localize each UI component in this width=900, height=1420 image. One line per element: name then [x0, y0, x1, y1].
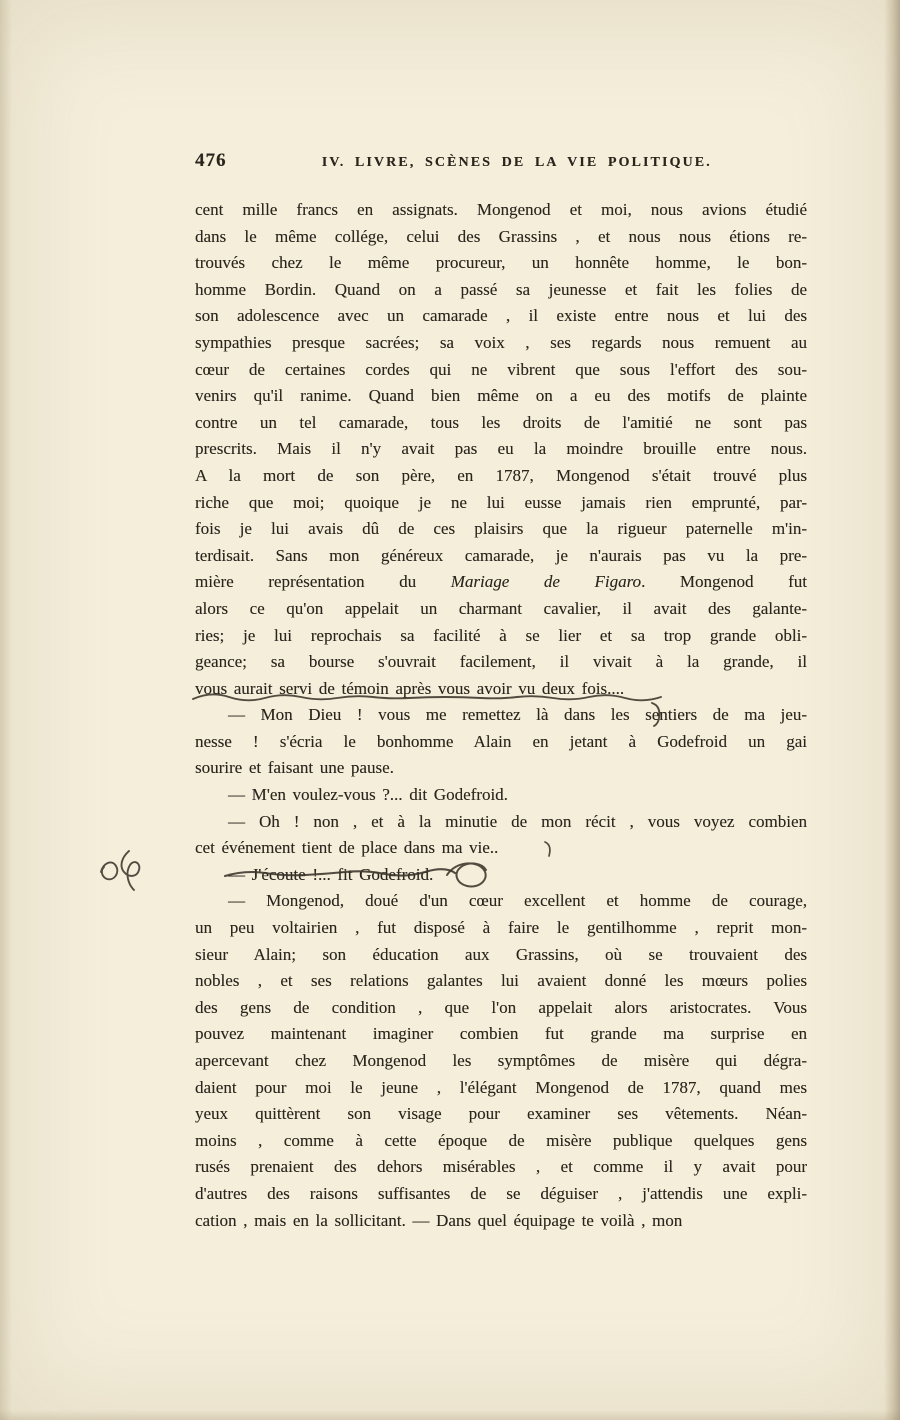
text-line: [195, 649, 807, 676]
paragraph: [195, 702, 807, 782]
text-line: [195, 1075, 807, 1102]
text-line: [195, 915, 807, 942]
text-block: [195, 197, 807, 1234]
text-segment: vous aurait servi de témoin après vous avoir vu deux fois....: [195, 678, 625, 698]
text-segment: sieur Alain; son éducation aux Grassins, où se trouvaient des: [195, 944, 807, 964]
text-line: [195, 543, 807, 570]
paragraph: [195, 888, 807, 1234]
text-segment: geance; sa bourse s'ouvrait facilement, il vivait à la grande, il: [195, 652, 807, 672]
text-segment: fois je lui avais dû de ces plaisirs que la rigueur paternelle m'in-: [195, 519, 807, 539]
text-segment: sympathies presque sacrées; sa voix , ses regards nous remuent au: [195, 332, 807, 352]
running-title: IV. LIVRE, SCÈNES DE LA VIE POLITIQUE.: [321, 155, 712, 170]
text-segment: nobles , et ses relations galantes lui avaient donné les mœurs polies: [195, 971, 807, 991]
text-line: [195, 383, 807, 410]
text-segment: terdisait. Sans mon généreux camarade, je n'aurais pas vu la pre-: [195, 545, 807, 565]
text-segment: prescrits. Mais il n'y avait pas eu la moindre brouille entre nous.: [195, 439, 807, 459]
text-segment: daient pour moi le jeune , l'élégant Mongenod de 1787, quand mes: [195, 1077, 807, 1097]
text-line: [195, 224, 807, 251]
text-line: [195, 702, 807, 729]
margin-mark-tail: [122, 851, 140, 890]
text-segment: yeux quittèrent son visage pour examiner ses vêtements. Néan-: [195, 1104, 807, 1124]
text-segment: nesse ! s'écria le bonhomme Alain en jetant à Godefroid un gai: [195, 731, 807, 751]
text-line: [195, 835, 807, 862]
text-line: [195, 1181, 807, 1208]
page-number: 476: [195, 150, 227, 171]
text-segment: — Mon Dieu ! vous me remettez là dans les sentiers de ma jeu-: [228, 705, 807, 725]
text-segment: des gens de condition , que l'on appelait alors aristocrates. Vous: [195, 997, 807, 1017]
text-line: [195, 410, 807, 437]
text-segment: — Oh ! non , et à la minutie de mon récit , vous voyez combien: [228, 811, 807, 831]
text-line: [195, 330, 807, 357]
text-line: [195, 277, 807, 304]
paragraph: [195, 782, 807, 809]
text-line: [195, 942, 807, 969]
page-right-edge: [884, 0, 900, 1420]
text-line: [195, 569, 807, 596]
paragraph: [195, 197, 807, 702]
text-segment: sourire et faisant une pause.: [195, 758, 394, 778]
text-segment: . Mongenod fut: [641, 572, 807, 592]
text-line: [195, 1128, 807, 1155]
paragraph-struck: [195, 862, 807, 889]
text-segment: — J'écoute !... fit Godefroid.: [228, 864, 434, 884]
page-left-edge: [0, 0, 12, 1420]
text-line: [195, 888, 807, 915]
text-segment: A la mort de son père, en 1787, Mongenod s'était trouvé plus: [195, 465, 807, 485]
text-area: [195, 150, 807, 1234]
text-segment: moins , comme à cette époque de misère publique quelques gens: [195, 1130, 807, 1150]
text-line: [195, 250, 807, 277]
text-line: [195, 303, 807, 330]
text-segment: homme Bordin. Quand on a passé sa jeunesse et fait les folies de: [195, 279, 807, 299]
text-segment: ries; je lui reprochais sa facilité à se lier et sa trop grande obli-: [195, 625, 807, 645]
text-segment: son adolescence avec un camarade , il existe entre nous et lui des: [195, 306, 807, 326]
text-segment: cœur de certaines cordes qui ne vibrent que sous l'effort des sou-: [195, 359, 807, 379]
text-line: [195, 516, 807, 543]
text-segment: rusés prenaient des dehors misérables , et comme il y avait pour: [195, 1157, 807, 1177]
italic-text: Mariage de Figaro: [450, 572, 642, 592]
paragraph: [195, 809, 807, 862]
text-segment: apercevant chez Mongenod les symptômes de misère qui dégra-: [195, 1051, 807, 1070]
page-bottom-edge: [0, 1410, 900, 1420]
text-line: [195, 463, 807, 490]
text-line: [195, 596, 807, 623]
text-segment: cet événement tient de place dans ma vie..: [195, 838, 499, 858]
text-line: [195, 755, 807, 782]
text-segment: mière représentation du: [195, 572, 451, 592]
text-segment: dans le même collége, celui des Grassins , et nous nous étions re-: [195, 226, 807, 246]
text-segment: un peu voltairien , fut disposé à faire le gentilhomme , reprit mon-: [195, 918, 807, 938]
text-segment: — Mongenod, doué d'un cœur excellent et homme de courage,: [228, 891, 807, 911]
text-line: [195, 623, 807, 650]
text-segment: — M'en voulez-vous ?... dit Godefroid.: [228, 785, 508, 805]
text-segment: alors ce qu'on appelait un charmant cavalier, il avait des galante-: [195, 598, 807, 618]
text-line: [195, 357, 807, 384]
text-line: [195, 1208, 807, 1235]
text-line: [195, 782, 807, 809]
text-line: [195, 676, 807, 703]
text-line: [195, 862, 807, 889]
margin-mark: [101, 862, 117, 879]
text-segment: pouvez maintenant imaginer combien fut grande ma surprise en: [195, 1024, 807, 1044]
text-segment: cent mille francs en assignats. Mongenod et moi, nous avions étudié: [195, 200, 807, 219]
text-segment: contre un tel camarade, tous les droits de l'amitié ne sont pas: [195, 412, 807, 432]
text-line: [195, 1154, 807, 1181]
text-line: [195, 995, 807, 1022]
text-line: [195, 1101, 807, 1128]
text-segment: d'autres des raisons suffisantes de se déguiser , j'attendis une expli-: [195, 1183, 807, 1203]
page-header: [195, 150, 807, 172]
text-line: [195, 1021, 807, 1048]
text-line: [195, 729, 807, 756]
text-segment: trouvés chez le même procureur, un honnête homme, le bon-: [195, 253, 807, 273]
text-line: [195, 1048, 807, 1075]
text-segment: cation , mais en la sollicitant. — Dans quel équipage te voilà , mon: [195, 1210, 683, 1230]
text-line: [195, 968, 807, 995]
text-segment: riche que moi; quoique je ne lui eusse jamais rien emprunté, par-: [195, 492, 807, 512]
text-line: [195, 197, 807, 224]
text-line: [195, 490, 807, 517]
text-line: [195, 809, 807, 836]
text-segment: venirs qu'il ranime. Quand bien même on a eu des motifs de plainte: [195, 386, 807, 406]
text-line: [195, 436, 807, 463]
